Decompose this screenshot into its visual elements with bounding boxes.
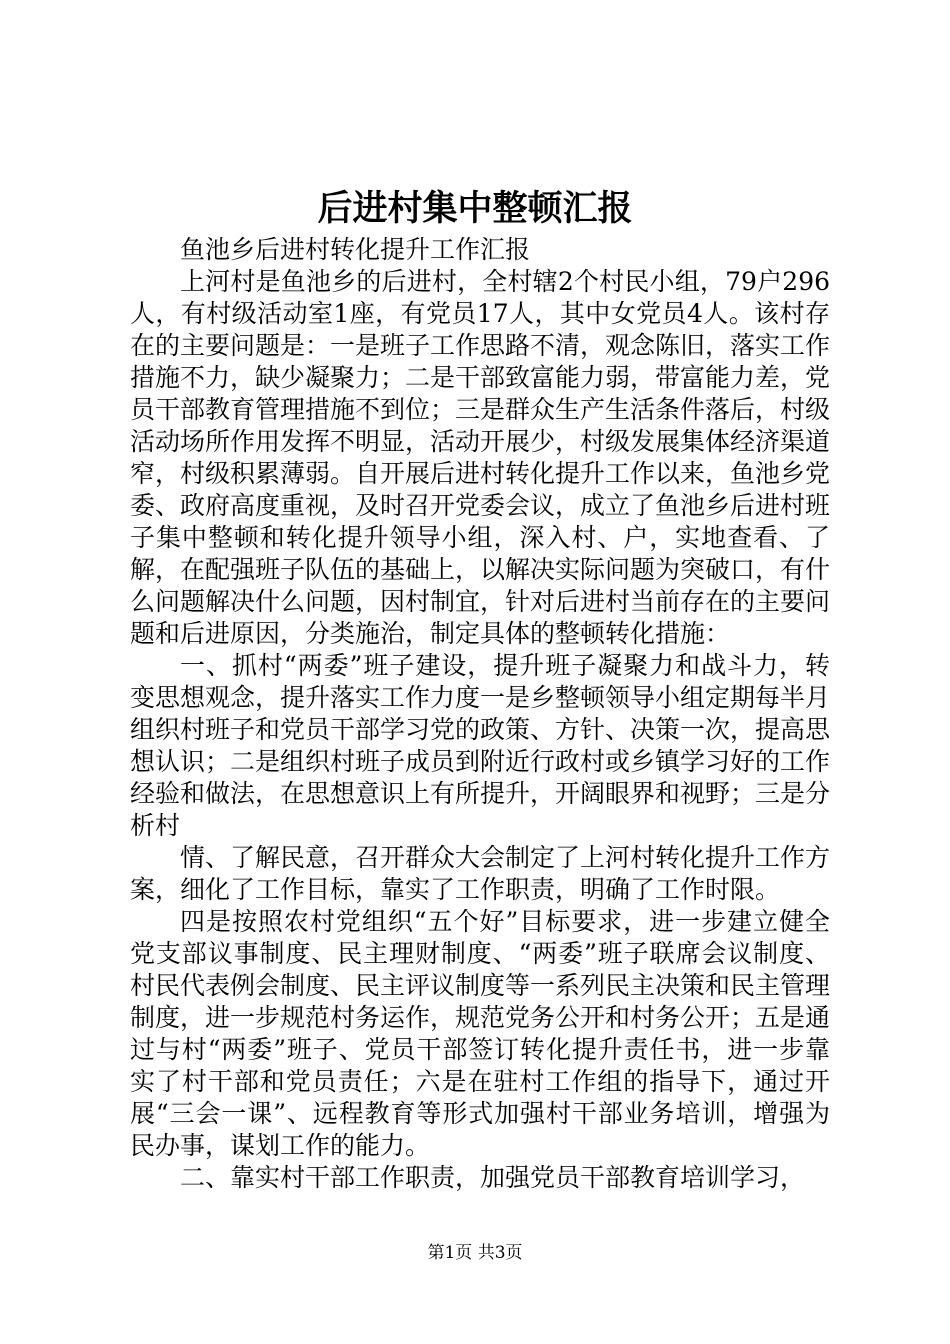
page-footer: 第1页 共3页 xyxy=(427,1243,523,1263)
body-paragraph: 上河村是鱼池乡的后进村，全村辖2个村民小组，79户296人，有村级活动室1座，有党员17人，其中女党员4人。该村存在的主要问题是：一是班子工作思路不清，观念陈旧，落实工作措施不力，缺少凝聚力；二是干部致富能力弱，带富能力差，党员干部教育管理措施不到位；三是群众生产生活条件落后，村级活动场所作用发挥不明显，活动开展少，村级发展集体经济渠道窄，村级积累薄弱。自开展后进村转化提升工作以来，鱼池乡党委、政府高度重视，及时召开党委会议，成立了鱼池乡后进村班子集中整顿和转化提升领导小组，深入村、户，实地查看、了解，在配强班子队伍的基础上，以解决实际问题为突破口，有什么问题解决什么问题，因村制宜，针对后进村当前存在的主要问题和后进原因，分类施治，制定具体的整顿转化措施： xyxy=(130,267,831,648)
document-body xyxy=(130,234,830,1194)
body-paragraph: 四是按照农村党组织“五个好”目标要求，进一步建立健全党支部议事制度、民主理财制度、“两委”班子联席会议制度、村民代表例会制度、民主评议制度等一系列民主决策和民主管理制度，进一步规范村务运作，规范党务公开和村务公开；五是通过与村“两委”班子、党员干部签订转化提升责任书，进一步靠实了村干部和党员责任；六是在驻村工作组的指导下，通过开展“三会一课”、远程教育等形式加强村干部业务培训，增强为民办事，谋划工作的能力。 xyxy=(130,907,831,1160)
body-paragraph: 情、了解民意，召开群众大会制定了上河村转化提升工作方案，细化了工作目标，靠实了工作职责，明确了工作时限。 xyxy=(130,843,831,904)
subtitle-paragraph: 鱼池乡后进村转化提升工作汇报 xyxy=(180,235,531,264)
document-title: 后进村集中整顿汇报 xyxy=(317,188,633,229)
body-paragraph: 一、抓村“两委”班子建设，提升班子凝聚力和战斗力，转变思想观念，提升落实工作力度一是乡整顿领导小组定期每半月组织村班子和党员干部学习党的政策、方针、决策一次，提高思想认识；二是组织村班子成员到附近行政村或乡镇学习好的工作经验和做法，在思想意识上有所提升，开阔眼界和视野；三是分析村 xyxy=(130,651,831,840)
body-paragraph: 二、靠实村干部工作职责，加强党员干部教育培训学习， xyxy=(180,1163,806,1192)
